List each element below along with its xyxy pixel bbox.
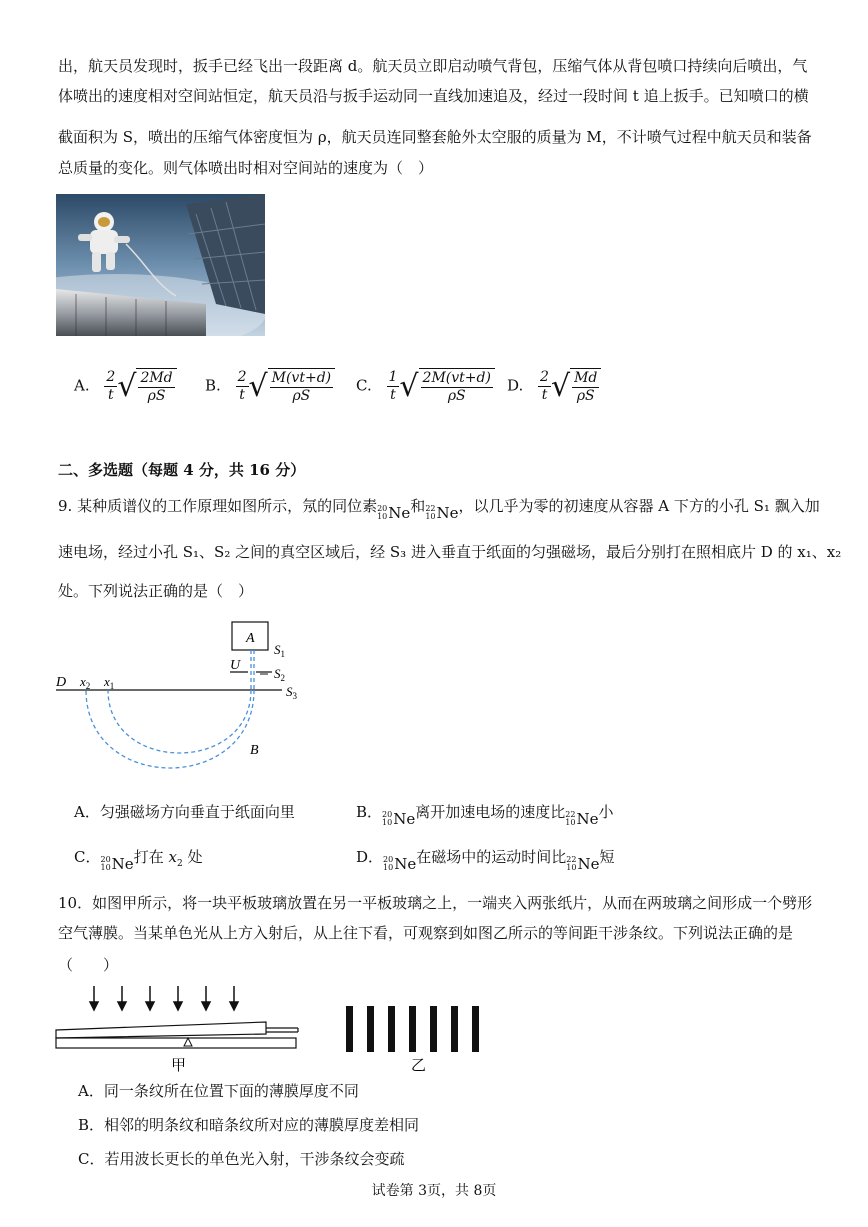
trajectory-x1 <box>108 690 251 753</box>
q8-line-2: 体喷出的速度相对空间站恒定，航天员沿与扳手运动同一直线加速追及，经过一段时间 t 追上扳手。已知喷口的横 <box>58 87 809 105</box>
q8-line-3: 截面积为 S，喷出的压缩气体密度恒为 ρ，航天员连同整套舱外太空服的质量为 M，不计喷气过程中航天员和装备 <box>58 128 812 146</box>
label-s2: $S_2$ <box>274 666 285 683</box>
q9-line-3: 处。下列说法正确的是（ ） <box>58 582 254 600</box>
q8-option-a[interactable]: A. $\frac{2}{t}$ √ $\frac{2Md}{\rho S}$ <box>74 368 177 405</box>
section-title: 二、多选题（每题 4 分，共 16 分） <box>58 461 306 479</box>
q10-option-b[interactable]: B．相邻的明条纹和暗条纹所对应的薄膜厚度差相同 <box>78 1116 420 1134</box>
q9-line-1: 9. 某种质谱仪的工作原理如图所示，氖的同位素 20 10 Ne 和 22 10 Ne ，以几乎为零的初速度从容器 A 下方的小孔 S₁ 飘入加 <box>58 497 820 522</box>
q8-option-d[interactable]: D. $\frac{2}{t}$ √ $\frac{Md}{\rho S}$ <box>507 368 601 405</box>
q9-option-b[interactable]: B． 20 10 Ne 离开加速电场的速度比 22 10 Ne 小 <box>356 803 614 828</box>
q9-option-a[interactable]: A．匀强磁场方向垂直于纸面向里 <box>74 803 295 821</box>
lower-glass <box>56 1038 296 1048</box>
trajectory-x2 <box>86 690 254 768</box>
q8-line-4: 总质量的变化。则气体喷出时相对空间站的速度为（ ） <box>58 159 434 177</box>
upper-glass <box>56 1022 266 1038</box>
page-footer: 试卷第 3页，共 8页 <box>371 1183 497 1199</box>
q10-option-a[interactable]: A．同一条纹所在位置下面的薄膜厚度不同 <box>78 1082 359 1100</box>
label-d: D <box>56 675 67 690</box>
astronaut-photo <box>56 194 265 336</box>
q10-line-2: 空气薄膜。当某单色光从上方入射后，从上往下看，可观察到如图乙所示的等间距干涉条纹。下列说法正确的是 <box>58 924 794 942</box>
q8-line-1: 出，航天员发现时，扳手已经飞出一段距离 d。航天员立即启动喷气背包，压缩气体从背包喷口持续向后喷出，气 <box>58 57 808 75</box>
label-u: U <box>230 658 241 673</box>
label-a: A <box>246 631 255 646</box>
q10-option-c[interactable]: C．若用波长更长的单色光入射，干涉条纹会变疏 <box>78 1150 405 1168</box>
fringe-pattern-figure <box>340 1004 500 1074</box>
mass-spectrometer-figure <box>50 614 320 784</box>
q9-line-2: 速电场，经过小孔 S₁、S₂ 之间的真空区域后，经 S₃ 进入垂直于纸面的匀强磁场，最后分别打在照相底片 D 的 x₁、x₂ <box>58 543 842 561</box>
q10-line-3: （ ） <box>58 956 119 974</box>
q9-option-d[interactable]: D． 20 10 Ne 在磁场中的运动时间比 22 10 Ne 短 <box>356 848 615 873</box>
label-b: B <box>250 743 259 758</box>
wedge-film-figure <box>54 982 314 1072</box>
label-x1: $x_1$ <box>104 674 115 691</box>
q9-option-c[interactable]: C． 20 10 Ne 打在 $x_2$ 处 <box>74 848 203 873</box>
label-s3: $S_3$ <box>286 684 297 701</box>
label-s1: $S_1$ <box>274 642 285 659</box>
label-x2: $x_2$ <box>80 674 91 691</box>
label-jia: 甲 <box>171 1056 187 1072</box>
q10-line-1: 10．如图甲所示，将一块平板玻璃放置在另一平板玻璃之上，一端夹入两张纸片，从而在两玻璃之间形成一个劈形 <box>58 894 813 912</box>
label-yi: 乙 <box>411 1056 427 1074</box>
q8-option-c[interactable]: C. $\frac{1}{t}$ √ $\frac{2M(vt+d)}{\rho S}$ <box>356 368 495 405</box>
q8-option-b[interactable]: B. $\frac{2}{t}$ √ $\frac{M(vt+d)}{\rho S}$ <box>205 368 335 405</box>
